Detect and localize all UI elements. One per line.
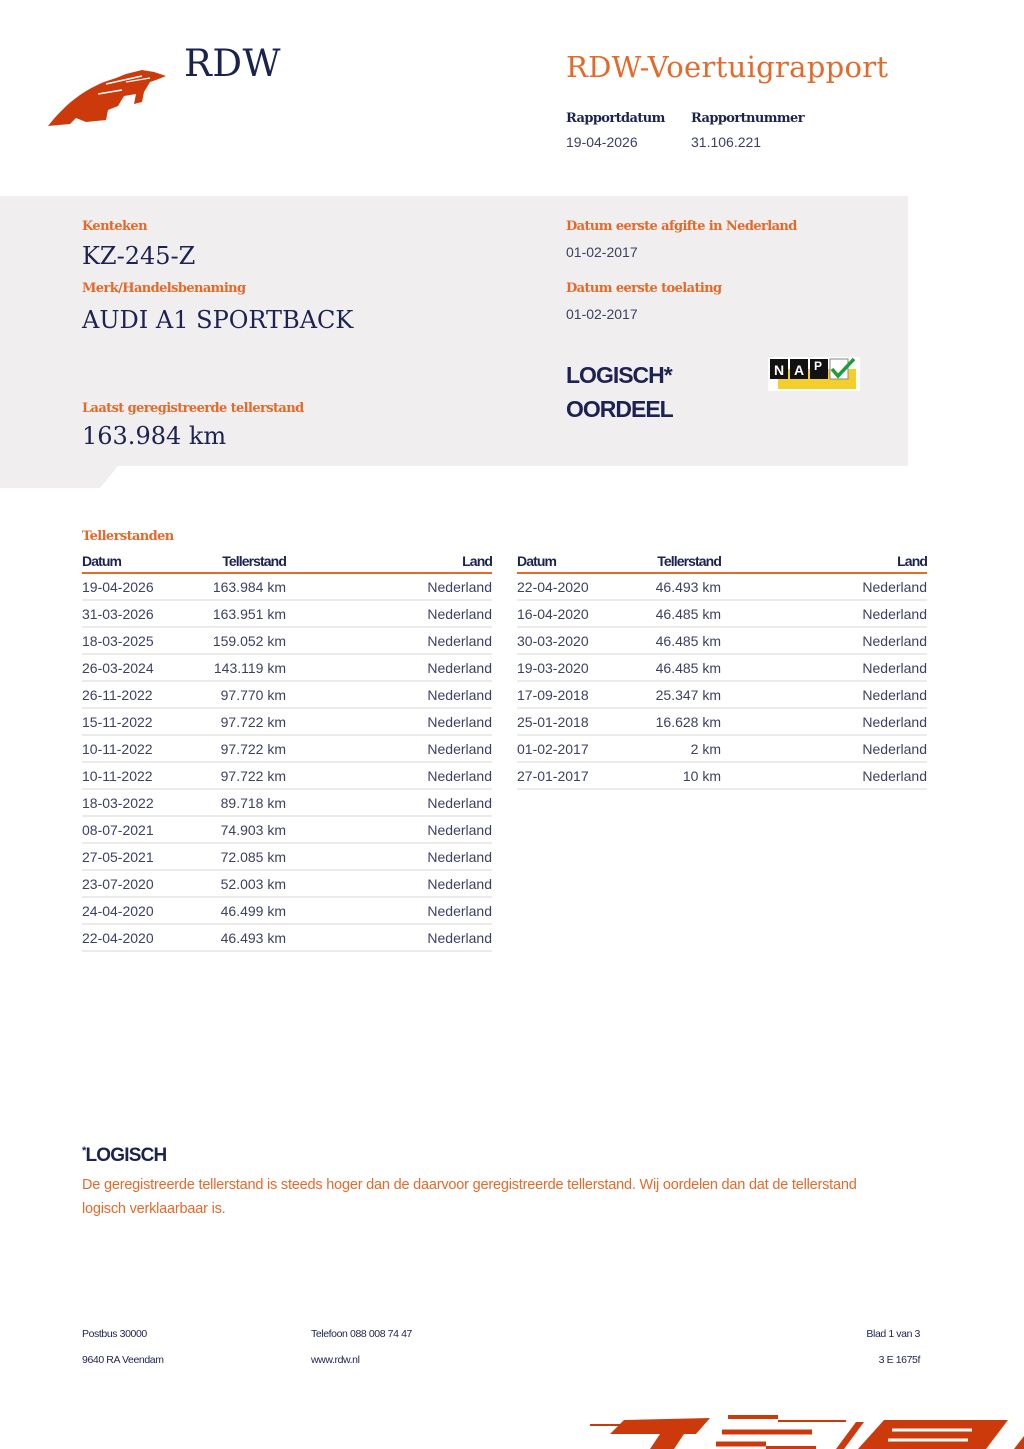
table-row — [82, 897, 492, 924]
reading-date: 25-01-2018 — [517, 708, 627, 735]
first-issue-nl-label: Datum eerste afgifte in Nederland — [566, 219, 797, 234]
reading-date: 18-03-2022 — [82, 789, 192, 816]
footer-website-link[interactable]: www.rdw.nl — [311, 1354, 360, 1366]
reading-odometer: 2 km — [627, 735, 721, 762]
reading-country: Nederland — [721, 600, 927, 627]
reading-odometer: 46.493 km — [192, 924, 286, 951]
reading-date: 19-04-2026 — [82, 573, 192, 600]
reading-odometer: 52.003 km — [192, 870, 286, 897]
rdw-speed-lines-decoration-icon — [588, 1406, 1024, 1449]
nap-letter-a: A — [793, 362, 805, 378]
col-header-country: Land — [721, 551, 927, 573]
reading-odometer: 46.493 km — [627, 573, 721, 600]
reading-odometer: 89.718 km — [192, 789, 286, 816]
report-number-value: 31.106.221 — [691, 134, 762, 150]
reading-odometer: 159.052 km — [192, 627, 286, 654]
first-issue-nl-value: 01-02-2017 — [566, 244, 638, 260]
table-row — [82, 627, 492, 654]
reading-date: 22-04-2020 — [517, 573, 627, 600]
footnote-star: * — [82, 1145, 86, 1157]
reading-country: Nederland — [286, 762, 492, 789]
reading-country: Nederland — [286, 897, 492, 924]
brand-label: Merk/Handelsbenaming — [82, 281, 246, 296]
reading-date: 24-04-2020 — [82, 897, 192, 924]
table-row — [82, 924, 492, 951]
nap-letter-p: P — [813, 359, 823, 373]
reading-odometer: 74.903 km — [192, 816, 286, 843]
first-admission-label: Datum eerste toelating — [566, 281, 722, 296]
table-row — [517, 654, 927, 681]
report-date-value: 19-04-2026 — [566, 134, 638, 150]
footer-address-line-1: Postbus 30000 — [82, 1328, 147, 1340]
table-row — [517, 627, 927, 654]
readings-section-title: Tellerstanden — [82, 529, 174, 544]
reading-country: Nederland — [286, 600, 492, 627]
table-row — [82, 708, 492, 735]
table-row — [517, 600, 927, 627]
logo-text: RDW — [184, 42, 282, 85]
reading-date: 19-03-2020 — [517, 654, 627, 681]
odometer-label: Laatst geregistreerde tellerstand — [82, 401, 304, 416]
reading-date: 10-11-2022 — [82, 762, 192, 789]
reading-date: 18-03-2025 — [82, 627, 192, 654]
verdict-line-1: LOGISCH* — [566, 362, 672, 388]
reading-odometer: 46.485 km — [627, 654, 721, 681]
table-row — [82, 573, 492, 600]
col-header-odometer: Tellerstand — [627, 551, 721, 573]
page-number: Blad 1 van 3 — [866, 1328, 920, 1340]
reading-odometer: 46.499 km — [192, 897, 286, 924]
readings-table-right — [517, 551, 927, 790]
reading-date: 23-07-2020 — [82, 870, 192, 897]
reading-country: Nederland — [286, 870, 492, 897]
reading-country: Nederland — [286, 681, 492, 708]
footnote-title-text: LOGISCH — [85, 1145, 167, 1166]
reading-odometer: 46.485 km — [627, 627, 721, 654]
nap-letter-n: N — [773, 362, 785, 378]
first-admission-value: 01-02-2017 — [566, 306, 638, 322]
verdict-line-2: OORDEEL — [566, 396, 673, 422]
reading-country: Nederland — [721, 708, 927, 735]
reading-country: Nederland — [286, 816, 492, 843]
reading-date: 16-04-2020 — [517, 600, 627, 627]
reading-country: Nederland — [286, 708, 492, 735]
reading-date: 22-04-2020 — [82, 924, 192, 951]
table-row — [517, 735, 927, 762]
page-title: RDW-Voertuigrapport — [566, 50, 889, 84]
col-header-country: Land — [286, 551, 492, 573]
reading-date: 31-03-2026 — [82, 600, 192, 627]
reading-odometer: 97.770 km — [192, 681, 286, 708]
reading-date: 10-11-2022 — [82, 735, 192, 762]
reading-date: 26-11-2022 — [82, 681, 192, 708]
reading-date: 15-11-2022 — [82, 708, 192, 735]
table-row — [82, 735, 492, 762]
col-header-date: Datum — [82, 551, 192, 573]
table-row — [517, 708, 927, 735]
reading-date: 27-01-2017 — [517, 762, 627, 789]
reading-odometer: 46.485 km — [627, 600, 721, 627]
reading-country: Nederland — [721, 735, 927, 762]
brand-value: AUDI A1 SPORTBACK — [82, 306, 354, 334]
reading-date: 30-03-2020 — [517, 627, 627, 654]
reading-country: Nederland — [721, 627, 927, 654]
reading-country: Nederland — [721, 681, 927, 708]
reading-odometer: 97.722 km — [192, 708, 286, 735]
footer-address-line-2: 9640 RA Veendam — [82, 1354, 164, 1366]
reading-country: Nederland — [286, 654, 492, 681]
table-row — [82, 654, 492, 681]
table-row — [82, 789, 492, 816]
rdw-logo-icon — [46, 66, 168, 128]
table-row — [517, 762, 927, 789]
table-row — [82, 870, 492, 897]
reading-date: 01-02-2017 — [517, 735, 627, 762]
reading-odometer: 97.722 km — [192, 735, 286, 762]
col-header-date: Datum — [517, 551, 627, 573]
reading-odometer: 10 km — [627, 762, 721, 789]
reading-odometer: 25.347 km — [627, 681, 721, 708]
report-date-label: Rapportdatum — [566, 111, 665, 126]
footnote-text: De geregistreerde tellerstand is steeds hoger dan de daarvoor geregistreerde tellerstand. Wij oordelen dan dat de tellerstand logisch verklaarbaar is. — [82, 1177, 857, 1217]
table-row — [82, 600, 492, 627]
table-row — [82, 681, 492, 708]
table-row — [82, 762, 492, 789]
reading-odometer: 16.628 km — [627, 708, 721, 735]
reading-country: Nederland — [286, 843, 492, 870]
footer-phone: Telefoon 088 008 74 47 — [311, 1328, 412, 1340]
readings-table-left — [82, 551, 492, 952]
plate-label: Kenteken — [82, 219, 147, 234]
reading-country: Nederland — [286, 789, 492, 816]
footnote-title — [82, 1145, 166, 1167]
reading-odometer: 143.119 km — [192, 654, 286, 681]
odometer-value: 163.984 km — [82, 422, 227, 450]
table-row — [82, 843, 492, 870]
reading-date: 27-05-2021 — [82, 843, 192, 870]
table-row — [82, 816, 492, 843]
reading-country: Nederland — [286, 573, 492, 600]
reading-odometer: 163.951 km — [192, 600, 286, 627]
table-row — [517, 681, 927, 708]
col-header-odometer: Tellerstand — [192, 551, 286, 573]
reading-country: Nederland — [286, 735, 492, 762]
reading-odometer: 72.085 km — [192, 843, 286, 870]
reading-date: 17-09-2018 — [517, 681, 627, 708]
plate-value: KZ-245-Z — [82, 242, 196, 270]
reading-country: Nederland — [721, 762, 927, 789]
report-number-label: Rapportnummer — [691, 111, 804, 126]
reading-country: Nederland — [721, 573, 927, 600]
reading-date: 08-07-2021 — [82, 816, 192, 843]
table-row — [517, 573, 927, 600]
nap-check-badge-icon — [768, 357, 860, 391]
reading-country: Nederland — [286, 627, 492, 654]
reading-date: 26-03-2024 — [82, 654, 192, 681]
reading-country: Nederland — [286, 924, 492, 951]
reading-odometer: 163.984 km — [192, 573, 286, 600]
reading-odometer: 97.722 km — [192, 762, 286, 789]
reading-country: Nederland — [721, 654, 927, 681]
document-code: 3 E 1675f — [878, 1354, 920, 1366]
